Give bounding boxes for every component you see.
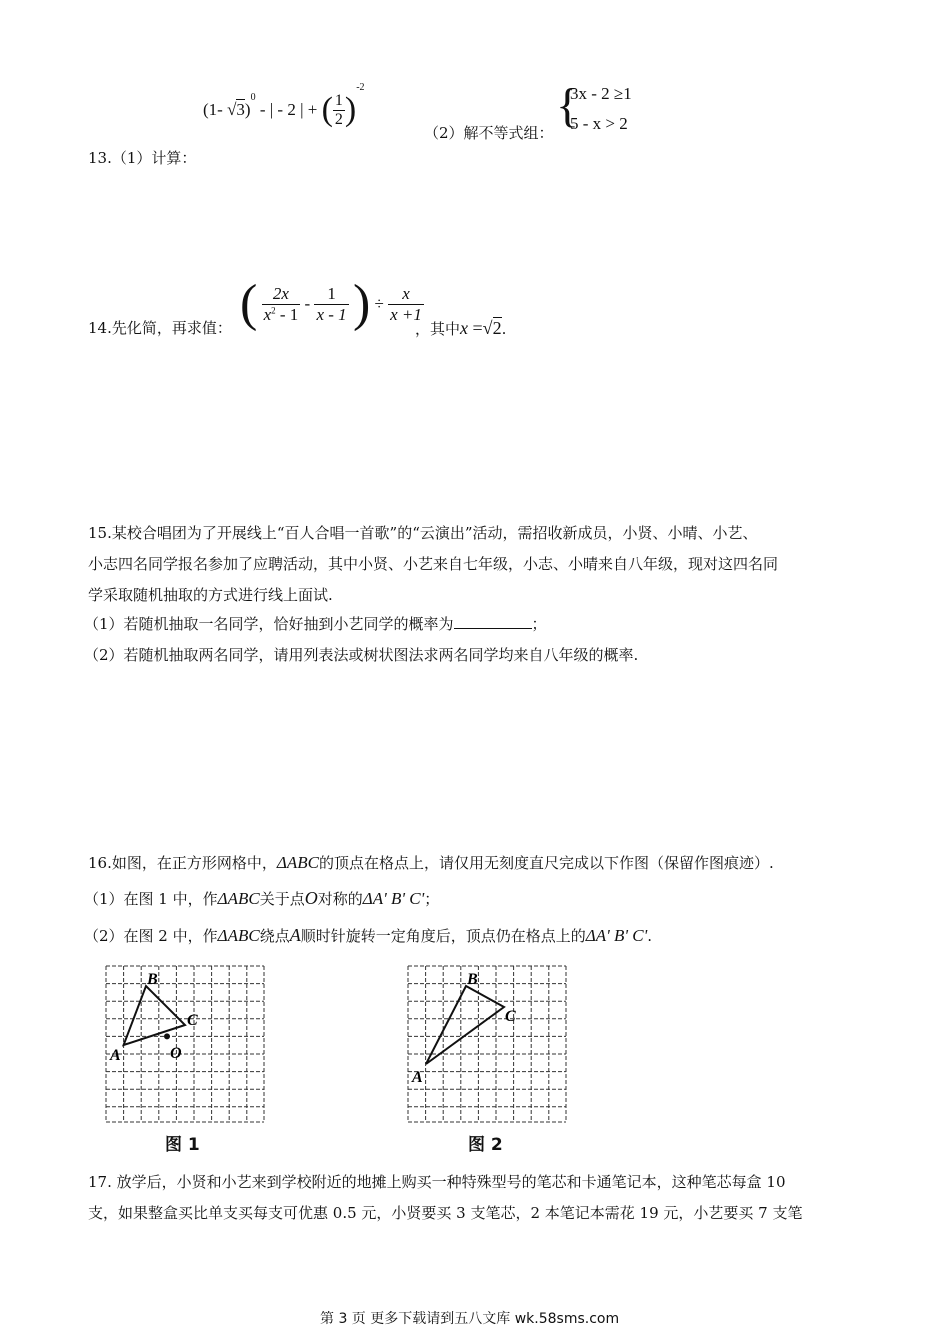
expr-middle: - | - 2 | + xyxy=(259,100,318,120)
expr-open: (1- xyxy=(203,100,228,120)
sqrt-two: √2 xyxy=(482,318,502,338)
inequality-2: 5 - x > 2 xyxy=(570,114,628,133)
figure-2-grid xyxy=(406,964,568,1124)
q13-label: 13.（1）计算： xyxy=(88,149,197,167)
q15-part2: （2）若随机抽取两名同学，请用列表法或树状图法求两名同学均来自八年级的概率. xyxy=(84,646,639,664)
q13-expression: (1- √3)$^0$ - | - 2 | + ( $\frac{1}{2}$ )$^{-2}$ xyxy=(203,82,365,129)
fraction-x: $\frac{x}{x +1}$ xyxy=(390,283,422,324)
divide-sign: ÷ xyxy=(374,294,384,313)
q14-label: 14.先化简，再求值： xyxy=(88,319,232,337)
q16-part2: （2）在图 2 中，作ΔABC绕点A顺时针旋转一定角度后，顶点仍在格点上的ΔA' B' C'. xyxy=(84,925,653,945)
label-a: A xyxy=(110,1047,121,1064)
q16-part1: （1）在图 1 中，作ΔABC关于点O对称的ΔA' B' C'； xyxy=(84,888,440,908)
label-a: A xyxy=(412,1069,423,1086)
answer-blank[interactable] xyxy=(454,614,532,629)
page-footer: 第 3 页 更多下载请到五八文库 wk.58sms.com xyxy=(320,1311,620,1327)
q15-line3: 学采取随机抽取的方式进行线上面试. xyxy=(88,586,333,604)
q13-part2-label: （2）解不等式组： xyxy=(424,124,554,142)
label-b: B xyxy=(467,971,478,988)
label-c: C xyxy=(187,1012,198,1029)
sqrt-sign: √3) xyxy=(227,100,251,120)
exponent-zero: 0 xyxy=(250,92,256,103)
grid-lines xyxy=(408,966,566,1122)
minus-sign: - xyxy=(304,294,311,313)
q17-line1: 17. 放学后，小贤和小艺来到学校附近的地摊上购买一种特殊型号的笔芯和卡通笔记本，这种笔芯每盒 10 xyxy=(88,1173,786,1191)
fraction-half: $\frac{1}{2}$ xyxy=(334,91,343,128)
fraction-2x: $\frac{2x}{x^2 - 1}$ xyxy=(263,283,299,324)
q17-line2: 支，如果整盒买比单支买每支可优惠 0.5 元，小贤要买 3 支笔芯，2 本笔记本需花 19 元，小艺要买 7 支笔 xyxy=(88,1204,803,1222)
point-o xyxy=(164,1033,170,1039)
triangle-abc xyxy=(426,986,504,1064)
q14-expression: ( $\frac{2x}{x^2 - 1}$ - $\frac{1}{x - 1}$ ) ÷ $\frac{x}{x +1}$ xyxy=(240,275,422,332)
label-b: B xyxy=(147,971,158,988)
brace-icon: { xyxy=(556,79,580,132)
figure-1-caption: 图 1 xyxy=(165,1135,200,1155)
exponent-neg2: -2 xyxy=(356,82,365,93)
q15-part1: （1）若随机抽取一名同学，恰好抽到小艺同学的概率为 ； xyxy=(84,615,547,633)
q16-line1: 16.如图，在正方形网格中，ΔABC的顶点在格点上，请仅用无刻度直尺完成以下作图（保留作图痕迹）. xyxy=(88,853,774,872)
q15-line2: 小志四名同学报名参加了应聘活动，其中小贤、小艺来自七年级，小志、小晴来自八年级，现对这四名同 xyxy=(88,555,779,573)
label-c: C xyxy=(505,1008,516,1025)
q14-tail: ，其中x =√2. xyxy=(415,318,507,338)
fraction-1: $\frac{1}{x - 1}$ xyxy=(316,283,347,324)
figure-1-grid xyxy=(104,964,266,1124)
inequality-1: 3x - 2 ≥1 xyxy=(570,84,632,103)
q15-line1: 15.某校合唱团为了开展线上“百人合唱一首歌”的“云演出”活动，需招收新成员，小贤、小晴、小艺、 xyxy=(88,524,758,542)
label-o: O xyxy=(170,1045,182,1062)
figure-2-caption: 图 2 xyxy=(468,1135,503,1155)
